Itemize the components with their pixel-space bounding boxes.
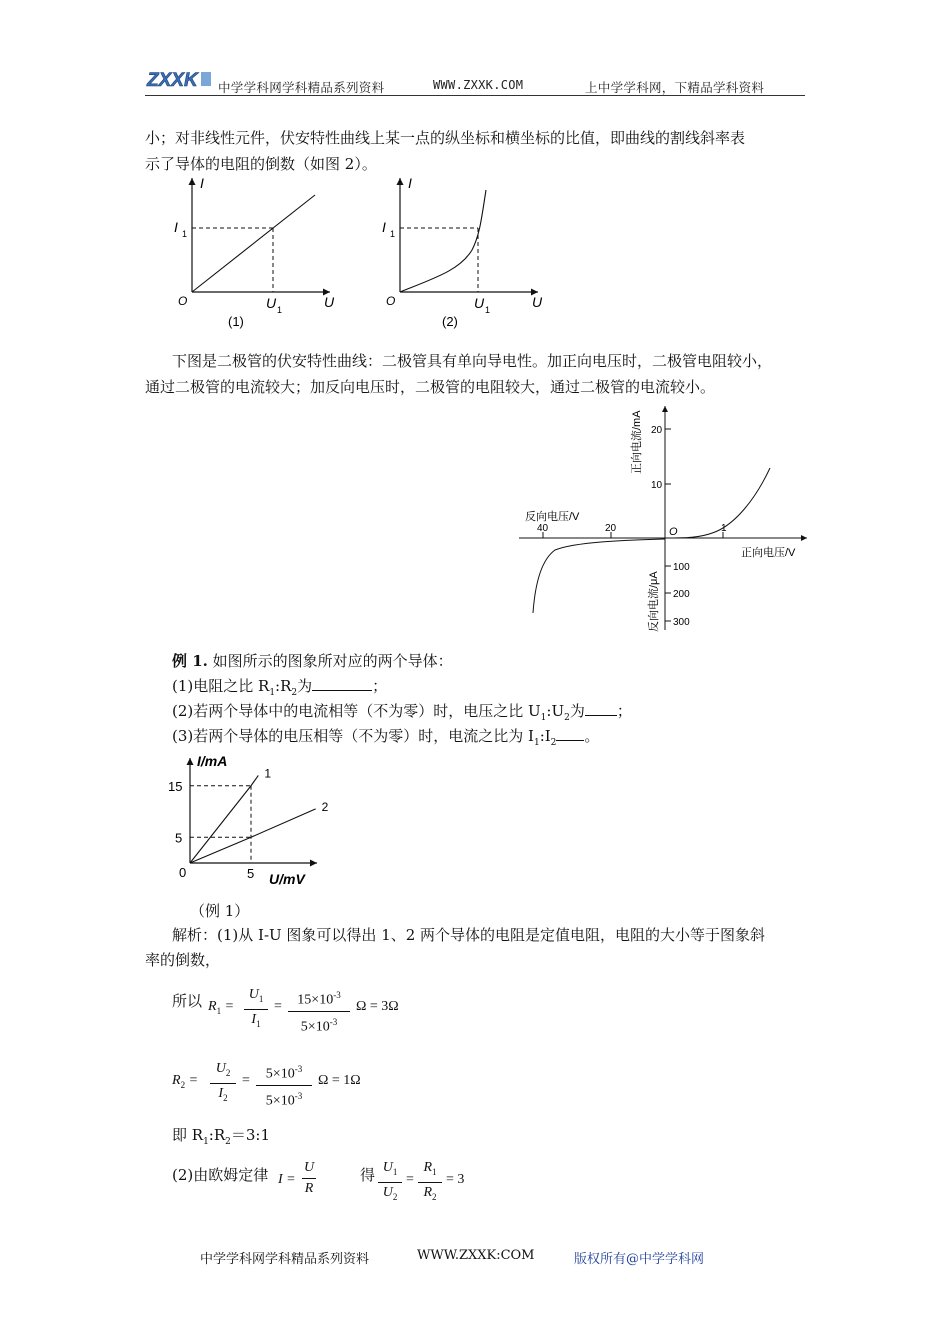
fig1-i-label: I [200, 175, 204, 191]
fig1-i1-label: I [174, 219, 178, 235]
fig2-origin: O [386, 294, 396, 308]
diode-iv-chart [515, 400, 815, 638]
para2-line1: 下图是二极管的伏安特性曲线：二极管具有单向导电性。加正向电压时，二极管电阻较小， [172, 352, 773, 370]
diode-origin: O [669, 526, 678, 538]
header-right-text: 上中学学科网，下精品学科资料 [585, 80, 765, 95]
footer-copyright[interactable]: 版权所有@中学学科网 [574, 1252, 705, 1267]
ohm-frac: U R [303, 1160, 315, 1196]
fig2-i1-sub: 1 [390, 229, 396, 239]
footer-url[interactable]: WWW.ZXXK:COM [417, 1248, 535, 1263]
fig1-line [192, 195, 315, 292]
x-pos-label: 正向电压/V [741, 547, 796, 559]
y-pos-label: 正向电流/mA [631, 410, 643, 474]
tick-label-y-10: 10 [651, 480, 663, 491]
fig1-origin: O [178, 294, 188, 308]
footer-left: 中学学科网学科精品系列资料 [200, 1252, 370, 1267]
ratio-r-frac: $R_1$ $R_2$ [418, 1160, 442, 1205]
para1-line1: 小；对非线性元件，伏安特性曲线上某一点的纵坐标和横坐标的比值，即曲线的割线斜率表 [145, 129, 746, 147]
iu-figures-1-2 [160, 170, 560, 335]
ratio-result: 即 $R_1:R_2=3:1$ [172, 1126, 271, 1147]
fig1-u1-sub: 1 [277, 305, 283, 315]
tick-label-y-300: 300 [673, 617, 690, 628]
example1-caption: （例 1） [190, 902, 250, 920]
example1-intro: 如图所示的图象所对应的两个导体： [212, 652, 453, 670]
header-divider [145, 95, 805, 96]
logo-text: ZXXK [147, 70, 198, 91]
ex1-series-2-label: 2 [321, 799, 329, 814]
para2-line2: 通过二极管的电流较大；加反向电压时，二极管的电阻较大，通过二极管的电流较小。 [145, 378, 716, 396]
zxxk-logo [145, 67, 213, 91]
ex1-series-1-line [190, 775, 258, 863]
eq2-frac-values: $5\times 10^{-3}$ $5\times 10^{-3}$ [256, 1061, 312, 1109]
answer-blank-3[interactable] [556, 726, 584, 741]
tick-label-y-100: 100 [673, 562, 690, 573]
ex1-tick-x-5: 5 [247, 866, 255, 881]
solution-line1: 解析：(1)从 I-U 图象可以得出 1、2 两个导体的电阻是定值电阻，电阻的大小等于图象斜 [172, 926, 766, 944]
example1-iu-chart [165, 750, 329, 900]
fig1-caption: (1) [228, 314, 244, 329]
ex1-y-label: I/mA [197, 753, 228, 769]
example1-title: 例 1. [172, 652, 208, 670]
answer-blank-1[interactable] [312, 676, 372, 691]
tick-label-x-20: 20 [605, 523, 617, 534]
tick-label-x-1: 1 [721, 523, 727, 534]
answer-blank-2[interactable] [585, 701, 617, 716]
x-neg-label: 反向电压/V [525, 511, 580, 523]
question-1: (1)电阻之比 $R_1:R_2$为 ； [172, 677, 388, 698]
tick-label-y-200: 200 [673, 589, 690, 600]
eq1-frac-values: $15\times 10^{-3}$ $5\times 10^{-3}$ [288, 987, 350, 1035]
ex1-tick-y-15: 15 [168, 778, 183, 794]
eq1-result: Ω = 3Ω [356, 999, 399, 1014]
example1-heading [172, 648, 453, 674]
ratio-result-3: = 3 [446, 1172, 465, 1187]
ohm-law-label: (2)由欧姆定律 [172, 1166, 269, 1184]
fig2-u-label: U [532, 294, 543, 310]
header-left-text: 中学学科网学科精品系列资料 [218, 80, 385, 95]
eq1-lhs: $R_1$ = [208, 999, 235, 1016]
fig2-i-label: I [408, 175, 412, 191]
para1-line2: 示了导体的电阻的倒数（如图 2）。 [145, 155, 377, 173]
fig2-i1-label: I [382, 219, 386, 235]
reverse-curve [533, 539, 665, 613]
eq2-result: Ω = 1Ω [318, 1073, 361, 1088]
fig2-caption: (2) [442, 314, 458, 329]
question-3: (3)若两个导体的电压相等（不为零）时，电流之比为 $I_1:I_2$ 。 [172, 727, 600, 748]
ex1-x-label: U/mV [269, 871, 305, 887]
ex1-series-1-label: 1 [264, 766, 272, 781]
tick-label-y-20: 20 [651, 425, 663, 436]
page: ZXXK 中学学科网学科精品系列资料 WWW.ZXXK.COM 上中学学科网，下精品学科资料 小；对非线性元件，伏安特性曲线上某一点的纵坐标和横坐标的比值，即曲线的割线斜率表 示了导体的电阻的倒数（如图 2）。 I I 1 O U 1 U (1) I I 1 O U 1 U (2) 下图是二极管的伏安特性曲线：二极管具有单向导电性。加正向电压时，二极管电阻较小， 通过二极管的电流较大；加反向电压时，二极管的电阻较大，通过二极管的电流较小。 20 10 100 200 300 40 20 1 O 反向电压/V 正向电压/V 正向电流/mA 反向电流/μA 例 1. 如图所示的图象所对应的两个导体： (1)电阻之比 $R_1:R_2$为 ； (2)若两个导体中的电流相等（不为零）时，电压之比 $U_1:U_2$为 ； (3)若两个导体的电压相等（不为零）时，电流之比为 $I_1:I_2$ 。 I/mA U/mV 0 5 15 5 1 2 （例 1） 解析：(1)从 I-U 图象可以得出 1、2 两个导体的电阻是定值电阻，电阻的大小等于图象斜 率的倒数， 所以 $R_1$ = $U_1$ $I_1$ = $15\times 10^{-3}$ $5\times 10^{-3}$ Ω = 3Ω $R_2$ = $U_2$ $I_2$ = $5\times 10^{-3}$ $5\times 10^{-3}$ Ω = 1Ω 即 $R_1:R_2=3:1$ (2)由欧姆定律 I = U R 得 $U_1$ $U_2$ = $R_1$ $R_2$ = 3 中学学科网学科精品系列资料 WWW.ZXXK:COM 版权所有@中学学科网 [0, 0, 950, 1344]
eq2-lhs: $R_2$ = [172, 1073, 199, 1090]
ex1-tick-y-5: 5 [175, 830, 183, 846]
forward-curve [665, 468, 770, 538]
eq1-frac-ui: $U_1$ $I_1$ [244, 987, 268, 1032]
fig1-i1-sub: 1 [182, 229, 188, 239]
ex1-series-2-line [190, 809, 316, 863]
y-neg-label: 反向电流/μA [648, 571, 660, 632]
ohm-i: I = [278, 1172, 296, 1187]
header-url[interactable]: WWW.ZXXK.COM [433, 78, 524, 92]
get-label: 得 [360, 1166, 376, 1184]
fig2-u1-sub: 1 [485, 305, 491, 315]
so-label: 所以 [172, 992, 203, 1010]
fig1-u-label: U [324, 294, 335, 310]
solution-line2: 率的倒数， [145, 951, 221, 969]
ratio-u-frac: $U_1$ $U_2$ [378, 1160, 402, 1205]
fig2-curve [400, 190, 486, 292]
fig2-u1-label: U [474, 295, 485, 311]
tick-label-x-40: 40 [537, 523, 549, 534]
eq2-frac-ui: $U_2$ $I_2$ [210, 1061, 236, 1106]
fig1-u1-label: U [266, 295, 277, 311]
question-2: (2)若两个导体中的电流相等（不为零）时，电压之比 $U_1:U_2$为 ； [172, 702, 632, 723]
ex1-origin: 0 [179, 865, 187, 880]
